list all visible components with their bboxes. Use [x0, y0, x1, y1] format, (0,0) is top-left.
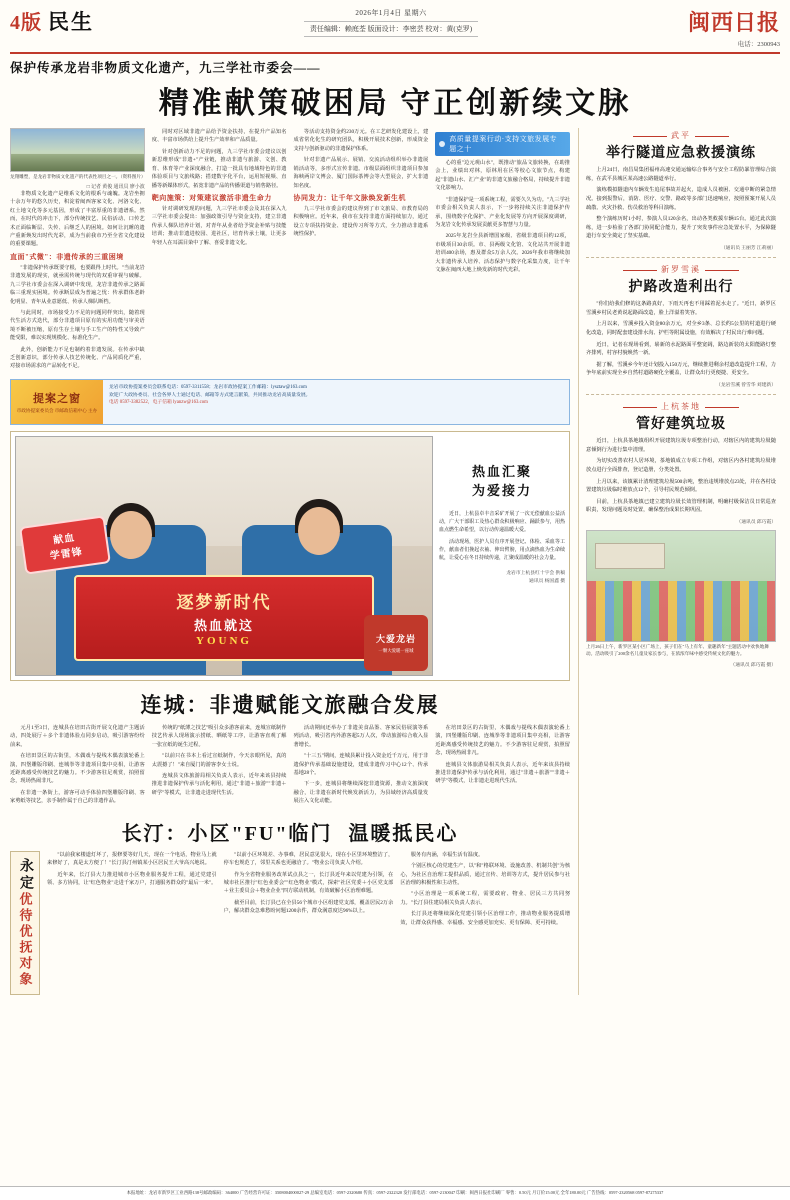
- lead-headline-text: 精准献策破困局 守正创新续文脉: [158, 87, 632, 120]
- lead-column-4: [435, 128, 570, 374]
- blood-signature: [439, 570, 565, 585]
- kicker-text: 武平: [671, 131, 691, 140]
- donor-head-left: [110, 511, 152, 559]
- kicker-text: 新罗雪溪: [661, 265, 701, 274]
- theme-ribbon: 高质量提案行动·支持文旅发展专题之十: [435, 132, 570, 156]
- lead-subhead-3: 协同发力：让千年文脉焕发新生机: [293, 193, 406, 202]
- yongding-title: 优待优抚对象: [17, 891, 33, 988]
- banner-line-3: YOUNG: [196, 635, 252, 648]
- paragraph: 近日，记者在现场看到，崭新的水泥路面平整宽阔，路边新装的太阳能路灯整齐排列，村容村貌焕然一新。: [586, 341, 776, 357]
- lead-photo-caption: 龙翔雕塑，是龙岩非物质文化遗产的代表性项目之一。（资料图片）: [10, 174, 146, 179]
- brief-body: [586, 300, 776, 378]
- paragraph: 近日，上杭县卓丰音采矿开展了一次无偿献血公益活动，广大干部职工及热心群众积极响应、踊跃参与，用热血点燃生命希望，以行动传递温暖大爱。: [439, 511, 565, 534]
- brief-title: 护路改造利出行: [628, 280, 734, 295]
- paragraph: 演练模拟隧道内车辆发生追尾事故并起火，造成人员被困、交通中断的紧急情况。接到报警后，消防、医疗、交警、路政等多部门迅速响应，按照预案开展人员疏散、火灾扑救、伤员救治等科目演练。: [586, 187, 776, 211]
- lead-photo: [10, 128, 145, 172]
- paragraph: 等活动支持资金约230万元。在工艺研发化建设上，建成省常化化生的研究团队，积极开展技术创新，形成资金支持与创新驱动的非遗保护体系。: [293, 129, 429, 152]
- paragraph: 上月以来，雪溪乡投入资金80余万元，对全乡3条、总长约5公里的村道进行硬化改造，同时配套建设排水沟、护栏等附属设施，有效解决了村民出行难问题。: [586, 321, 776, 336]
- brief-signature: （龙岩雪溪 曾雪华 刘建新）: [716, 383, 776, 388]
- paragraph: 为切实改善农村人居环境，茶地镇成立专项工作组，对辖区内各村建筑垃圾堆放点进行全面排查，登记造册，分类处置。: [586, 458, 776, 473]
- blood-byline: 通讯员 杨国鑫 摄: [529, 579, 565, 585]
- changting-headline-row: [10, 817, 570, 846]
- paragraph: "以前只在书本上看过宣纸制作，今天亲眼所见，真的太震撼了！"来自厦门的游客李女士说。: [151, 753, 287, 768]
- paragraph: 2025年龙岩全县新增国家级、省级非遗项目约12项，市级项目30余项。市、县两级文化馆、文化站共开展非遗培训400余场，惠及群众5万余人次。2026年我市将继续加大非遗传承人培养、活态保护与数字化采集力度，让千年文脉在闽西大地上焕发新的时代光彩。: [435, 233, 570, 274]
- paragraph: 活动现场，医护人员有序开展登记、体检、采血等工作，献血者们挽起衣袖、伸出臂膀，用点滴热血为生命续航，让爱心在冬日持续传递，汇聚成温暖的社会力量。: [439, 539, 565, 562]
- page-footer: 本报地址：龙岩市新罗区工业西路138号邮政编码：364000 广告经营许可证：3508004000027-29 总编室电话：0597-2320680 传真：0597-2322320 发行部电话：0597-2130047 印刷：闽西日报社印刷厂 零售：0.50元 月订价15.00元 全年180.00元 广告热线：0597-2320568 0597-87275337: [0, 1186, 790, 1200]
- paragraph: 上月以来，该镇累计清理建筑垃圾500余吨，整治违规堆放点23处，并在各村设置建筑垃圾临时堆放点12个，引导村民规范倾倒。: [586, 478, 776, 494]
- paragraph: 整个演练历时1小时，参演人员120余名，出动各类救援车辆15台。通过此次演练，进一步检验了各部门协同配合能力，提升了突发事件应急处置水平，为保障隧道行车安全奠定了坚实基础。: [586, 216, 776, 240]
- paragraph: 近年来，长汀县大力推进城市小区物业服务提升工程，通过党建引领、多方协同，让"红色物业"走进千家万户，打通服务群众的"最后一米"。: [47, 871, 217, 886]
- lead-column-1: [10, 128, 145, 374]
- lianchen-column-1: [10, 724, 145, 809]
- paragraph: 在培田景区的古街里，木偶戏与提线木偶表演轮番上演，四堡雕版印刷、连城拳等非遗项目集中亮相，让游客近距离感受传统技艺的魅力。不少游客驻足观赏，拍照留念，现场热闹非凡。: [435, 724, 570, 757]
- editor-credits: 责任编辑：赖庭荃 版面设计：李密芸 校对：黄(克罗): [304, 21, 478, 38]
- changting-column-2: [224, 851, 394, 995]
- lead-shoulder-headline: 保护传承龙岩非物质文化遗产，九三学社市委会——: [10, 61, 321, 75]
- changting-columns: [10, 851, 570, 995]
- paragraph: 连城县文体旅游局相关负责人表示，近年来该县持续推进非遗保护传承与活化利用，通过"非遗＋旅游""非遗＋研学"等模式，让非遗走进现代生活。: [151, 773, 287, 796]
- love-longyan-logo: [364, 615, 428, 671]
- sidebar-photo: [586, 530, 776, 642]
- brief-item-wuping: [586, 130, 776, 251]
- lead-headline: [10, 78, 780, 122]
- lead-body-1: [10, 190, 145, 249]
- blood-title-line-1: 热血汇聚: [471, 463, 532, 479]
- lead-subhead-2: 靶向施策：对策建议激活非遗生命力: [151, 193, 272, 202]
- lead-subhead-1: 直面"式微"：非遗传承的三重困境: [10, 252, 124, 261]
- changting-column-1: [47, 851, 217, 995]
- brief-item-chadi: [586, 401, 776, 525]
- lead-body-3: [294, 128, 429, 190]
- lead-body-2b: [152, 205, 287, 247]
- left-content-zone: [10, 128, 570, 995]
- paragraph: 与此同时，市场接受力不足的问题同样突出，随着现代生活方式迭代，部分非遗项目原有的实用功能与审美语境不断被压缩，原有生存土壤与手工生产的特性又导致产能受限，难以实现规模化、标准化生产。: [10, 309, 145, 342]
- blood-donation-text: [439, 436, 565, 676]
- lead-body-1b: [10, 264, 145, 371]
- brief-kicker: [586, 401, 776, 412]
- page-number: 4版: [10, 12, 42, 34]
- photo-crowd: [587, 581, 775, 642]
- brief-kicker: [586, 264, 776, 275]
- lead-four-columns: [10, 128, 570, 374]
- paragraph: "小区治理是一项系统工程，需要政府、物业、居民三方共同努力。"长汀县住建局相关负责人表示。: [400, 891, 571, 906]
- paragraph: 目前，上杭县茶地镇已建立建筑垃圾长效管理机制，明确村级保洁员日常巡查职责，发现问题及时处置，确保整治成果长期巩固。: [586, 498, 776, 514]
- lianchen-headline: 连城：非遗赋能文旅融合发展: [140, 692, 440, 717]
- paragraph: 近日，上杭县茶地镇组织开展建筑垃圾专项整治行动，对辖区内的建筑垃圾随意倾倒行为进行集中清理。: [586, 438, 776, 453]
- blood-source: 龙岩市上杭县红十字会 供稿: [506, 571, 565, 577]
- lead-body-2: [152, 128, 287, 190]
- paper-title: 闽西日报: [687, 10, 780, 35]
- masthead-rule: [10, 52, 780, 54]
- paragraph: 在培田景区的古街里，木偶戏与提线木偶表演轮番上演，四堡雕版印刷、连城拳等非遗项目集中亮相，让游客近距离感受传统技艺的魅力。不少游客驻足观赏，拍照留念，现场热闹非凡。: [10, 753, 145, 785]
- paragraph: 九三学社市委会的建议得到了市文旅局、市教育局的积极响应。近年来，我市在支持非遗方面持续加力，通过设立专项扶持资金、建设传习所等方式，全力推动非遗系统性保护。: [293, 205, 429, 238]
- lead-body-4: [435, 159, 570, 274]
- paragraph: 同时对区域非遗产品给予资金扶持，在提升产品知名度、丰富市场供给上提升生产效率和产品质量。: [151, 129, 287, 144]
- paragraph: 针对非遗产品展示、展销、交流活动组织举办非遗展销活动等，多形式宣传非遗。市级层面组织非遗项目参加海峡两岸文博会、厦门国际茶博会等大型展会，扩大非遗知名度。: [293, 157, 429, 189]
- proposal-window-badge: [11, 380, 103, 424]
- upper-columns: [10, 128, 780, 995]
- paragraph: "十三五"期间，连城县累计投入资金近千万元，用于非遗保护传承基础设施建设，建成非遗传习中心12个、传承基地28个。: [293, 753, 429, 777]
- paragraph: 心的重"边元观山水"，既推动"旅品文旅转换，在助推会上，业绩出对林，原林用在区等校心文旅节点，构建起"非遗山水、汇产业"的非遗文旅融合格局，持续提升非遗文化影响力。: [435, 160, 570, 192]
- kicker-text: 上杭茶地: [661, 402, 701, 411]
- brief-body: [586, 437, 776, 515]
- badge-line-1: 献血: [52, 532, 76, 547]
- brief-kicker: [586, 130, 776, 141]
- blood-donation-feature: [10, 431, 570, 681]
- paragraph: "你们给我们修的这条路真好，下雨天再也不用踩着泥水走了。"近日，新罗区雪溪乡村民老黄说起路面改造，脸上洋溢着笑容。: [586, 301, 776, 316]
- brief-body: [586, 166, 776, 241]
- paragraph: 针对调研发现的问题，九三学社市委会及其在深入九三学社市委会提出：加强政策引导与资金支持，建立非遗传承人梯队培养计划，对青年从业者给予资金补贴与技能培训；推动非遗进校园、进社区，培育传承土壤，让更多年轻人在耳濡目染中了解、喜爱非遗文化。: [151, 205, 287, 246]
- logo-subtitle: 一颗大爱暖一座城: [378, 647, 414, 653]
- paragraph: "非遗保护是一项系统工程，需要久久为功。"九三学社市委会相关负责人表示，下一步将持续关注非遗保护传承，围绕数字化保护、产业化发展等方向开展深度调研，为龙岩文化传承发展贡献更多智慧与力量。: [435, 196, 570, 228]
- donor-head-right: [298, 507, 340, 555]
- paragraph: 服务有内涵，幸福生活有温度。: [410, 851, 484, 858]
- lead-byline: □ 记者 黄俊 通讯员 廖小波: [86, 184, 145, 190]
- paper-phone: 电话：2300943: [737, 41, 780, 48]
- paragraph: 针对创新动力不足的问题，九三学社市委会建议以创新思维形成"非遗+"产业链，推动非遗与旅游、文创、教育、体育等产业深度融合，打造一批具有地域特色的非遗体验项目与文旅线路；搭建数字化平台，运用短视频、直播等新媒体形式，拓宽非遗产品的传播渠道与销售路径。: [151, 148, 287, 189]
- paragraph: 传统的"纸薄之技艺"吸引众多游客前来，连城宣纸制作技艺传承人现场演示捞纸、晒纸等工序，让游客直观了解一张宣纸的诞生过程。: [151, 724, 287, 748]
- sidebar-photo-credit: （通讯员 邱巧霞 摄）: [730, 662, 776, 668]
- brief-title: 举行隧道应急救援演练: [606, 146, 756, 161]
- banner-line-1: 逐梦新时代: [176, 593, 272, 613]
- ad-line: 电话 0597-3382522，电子信箱 lyanzw@163.com: [109, 400, 208, 406]
- blood-title-line-2: 为爱接力: [471, 483, 532, 499]
- photo-tent: [595, 543, 665, 569]
- changting-headline-left: 长汀：小区"FU"临门: [121, 822, 333, 845]
- masthead-right: [688, 6, 780, 48]
- brief-signature: （通讯员 邱巧霞）: [736, 520, 776, 525]
- lead-column-3: [294, 128, 429, 374]
- paragraph: 元月1至3日，连城县在培田古街开展文化遗产主题活动，四处展厅＋多个非遗体验点同步启动，吸引游客纷纷前来。: [10, 724, 145, 748]
- lianchen-column-2: [152, 724, 287, 809]
- publication-date: 2026年1月4日 星期六: [355, 9, 427, 17]
- proposal-window-title: 提案之窗: [33, 392, 81, 405]
- paragraph: 下一步，连城县将继续深挖非遗资源，推动文旅深度融合，让非遗在新时代焕发新活力，为县域经济高质量发展注入文化动能。: [293, 781, 429, 805]
- paragraph: 截至目前，长汀县已在全县56个城市小区组建党支部，覆盖居民2万余户，解决群众急难愁盼问题1200余件，群众满意度达96%以上。: [223, 899, 394, 915]
- brief-title: 管好建筑垃圾: [636, 417, 726, 432]
- lianchen-columns: [10, 724, 570, 809]
- yongding-label: [10, 851, 40, 995]
- paragraph: 个别区核心的党建生产，以"和"格联环境、设施改善、机制共创"为核心，为社区自治理工提供品质，通过宣传、培训等方式，提升居民参与社区治理的积极性和主动性。: [400, 863, 571, 886]
- paragraph: 作为全省物业服务改革试点县之一，长汀县近年来以党建为引领，在城市社区推行"红色业委会""红色物业"模式，探索"社区党委＋小区党支部＋业主委员会＋物业企业"四方联动机制，有效破解小区治理难题。: [223, 871, 394, 895]
- sidebar-photo-caption: 上月26日上午，新罗区某小区广场上，孩子们在"马上有年、童趣新年"主题活动中欢快地舞动。活动吸引了200余名儿童及家长参与，在浓浓年味中感受传统文化的魅力。: [586, 644, 769, 656]
- paragraph: 非物质文化遗产是维系文化的根系与魂魄。龙岩坐拥十余万年的悠久历史，积淀着闽西客家文化、河洛文化、红土地文化等多元基因，形成了丰富厚重的非遗谱系。然而，在时代的冲击下，部分传统技艺、民俗活动、口传艺术正面临断层、失传、后继乏人的困境。如何让沉睡的遗产重新焕发出时代光彩，成为当前我市乃至全省文化建设的重要课题。: [10, 190, 145, 248]
- lianchen-column-4: [435, 724, 570, 809]
- changting-column-3: [400, 851, 570, 995]
- blood-title: [439, 462, 565, 501]
- paragraph: 据了解，雪溪乡今年还计划投入150万元，继续推进剩余村道改造提升工程，力争年底前实现全乡自然村道路硬化全覆盖，让群众出行更便捷、更安全。: [586, 361, 776, 377]
- masthead: [10, 6, 780, 50]
- paragraph: 连城县文体旅游局相关负责人表示，近年来该县持续推进非遗保护传承与活化利用，通过"非遗＋旅游""非遗＋研学"等模式，让非遗走进现代生活。: [435, 761, 570, 785]
- badge-line-2: 学雷锋: [49, 546, 84, 563]
- masthead-center: [304, 8, 478, 37]
- masthead-left: [10, 6, 94, 36]
- blood-drive-banner: [74, 575, 374, 661]
- ad-line: 欢迎广大政协委员、社会各界人士通过电话、邮箱等方式建言献策，共同推动龙岩高质量发展。: [109, 392, 311, 398]
- ad-line: 龙岩市政协提案委员会联系电话：0597-3311558；龙岩市政协提案工作邮箱：lysztaw@163.com: [109, 384, 307, 390]
- blood-donation-photo: [15, 436, 433, 676]
- banner-line-2: 热血就这: [193, 618, 254, 634]
- brief-signature: （通讯员 王丽芳 江莉丽）: [720, 246, 776, 251]
- proposal-window-subtitle: 市政协提案委员会 市邮政信箱中心 主办: [16, 407, 98, 413]
- paragraph: 长汀县还将继续深化党建引领小区治理工作，推动物业服务提质增效，让群众获得感、幸福感、安全感更加充实、更有保障、更可持续。: [400, 911, 571, 926]
- paragraph: 在非遗一条街上，游客可动手体验四堡雕版印刷、客家剪纸等技艺，亲手制作属于自己的非遗作品。: [10, 789, 145, 805]
- paragraph: 上月24日，南昌局集团福州高速交通运输综合事务与安全工程防暴管理综合演练，在武平县城区某高速公路隧道举行。: [586, 167, 776, 182]
- proposal-window-body: [103, 380, 569, 424]
- lead-body-3b: [294, 205, 429, 239]
- paragraph: "非遗保护传承既要守根，也要跟得上时代。"当前龙岩非遗发展的现实，就亟需传统与现代的双重审视与破解。九三学社市委会在深入调研中发现，龙岩非遗传承之路面临三重现实困境。传承断层成为普遍之忧：传承群体老龄化明显、青年从业意愿低、传承人梯队断档。: [10, 264, 145, 305]
- paragraph: 此外，创新能力不足也制约着非遗发展。在传承中缺乏创新意识，部分传承人技艺传统化、产品同质化严重，对接市场需求的产品转化不足。: [10, 346, 145, 370]
- brief-item-xueqi: [586, 264, 776, 388]
- yongding-region: 永定: [18, 857, 33, 892]
- proposal-window-ad[interactable]: [10, 379, 570, 425]
- section-name: 民生: [48, 10, 94, 34]
- lead-column-2: [152, 128, 287, 374]
- logo-title: 大爱龙岩: [375, 633, 416, 644]
- changting-headline-right: 温暖抵民心: [348, 822, 459, 845]
- sidebar-divider: [586, 394, 776, 395]
- right-sidebar: [578, 128, 776, 995]
- paragraph: "以前我家楼道灯坏了，报修要等好几天，现在一个电话，物业马上就来修好了，真是太方便了！"长汀县汀州镇某小区居民王大爷高兴地说。: [47, 851, 217, 867]
- lianchen-column-3: [294, 724, 429, 809]
- paragraph: 活动期间还举办了非遗美食品鉴、客家民俗展演等系列活动，吸引省内外游客超5万人次，带动旅游综合收入显著增长。: [293, 724, 429, 748]
- sidebar-divider: [586, 257, 776, 258]
- paragraph: "以前小区环境差、办事难，居民意见很大，现在小区里环境整洁了，停车也规范了，邻里关系也更融洽了。"物业公司负责人介绍。: [223, 851, 394, 867]
- blood-body: [439, 511, 565, 567]
